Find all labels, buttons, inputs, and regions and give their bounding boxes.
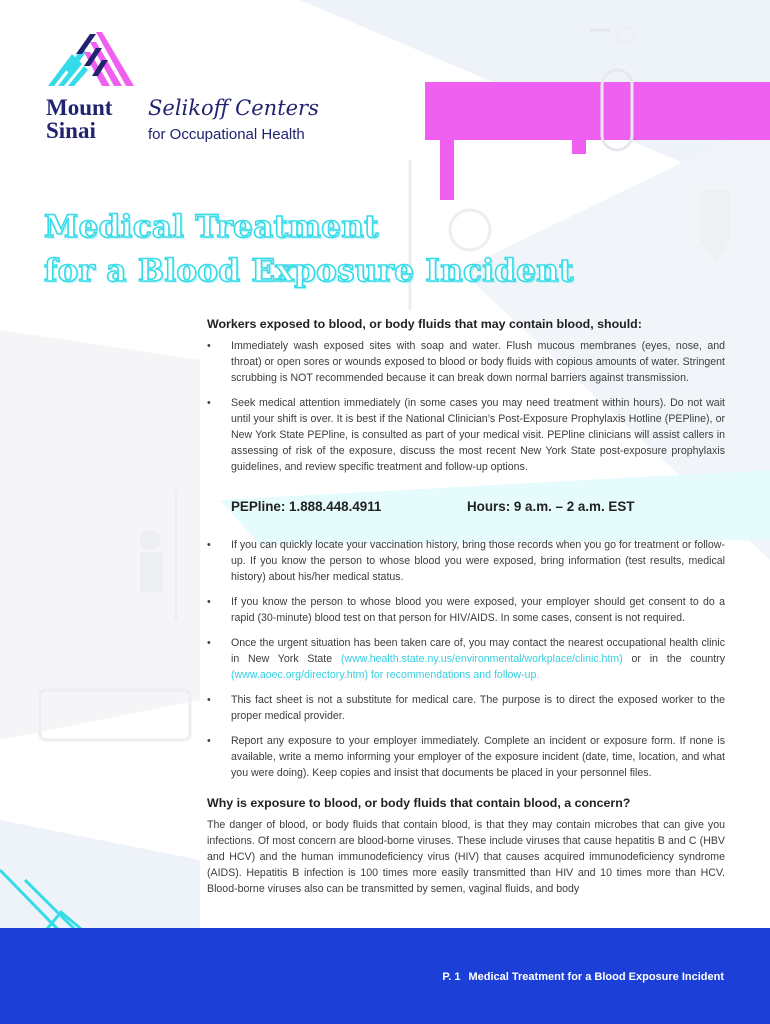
clinic-text: Once the urgent situation has been taken care of, you may contact the nearest occupational health clinic in New York State [231, 637, 725, 665]
brand-selikoff: Selikoff Centers [148, 96, 319, 120]
list-item: • If you know the person to whose blood you were exposed, your employer should get consent to do a rapid (30-minute) blood test on that person for HIV/AIDS. In some cases, consent is not required. [207, 594, 725, 626]
title-line-2: for a Blood Exposure Incident [44, 253, 574, 289]
footer-title: Medical Treatment for a Blood Exposure Incident [468, 971, 724, 983]
list-item [207, 635, 725, 683]
list-item: • Report any exposure to your employer immediately. Complete an incident or exposure form. If none is available, write a memo informing your employer of the exposure incident (date, time, location, and what you were doing). Keep copies and insist that documents be placed in your personnel files. [207, 733, 725, 781]
list-item: • Seek medical attention immediately (in some cases you may need treatment within hours). Do not wait until your shift is over. It is best if the National Clinician’s Post-Exposure Prophylaxis Hotline (PEPline), or New York State PEPline, is consulted as part of your medical visit. PEPline clinicians will assist callers in assessing of risk of the exposure, discuss the most recent New York State post-exposure prophylaxis guidelines, and review specific treatment and follow-up options. [207, 395, 725, 475]
followup-bullet-list [207, 537, 725, 781]
title-line-1: Medical Treatment [44, 209, 379, 245]
pepline-hours: Hours: 9 a.m. – 2 a.m. EST [467, 499, 635, 514]
pepline-phone: PEPline: 1.888.448.4911 [231, 499, 382, 514]
main-content [207, 316, 725, 897]
brand-sinai: Sinai [46, 118, 96, 143]
workers-bullet-list [207, 338, 725, 475]
brand-mount: Mount [46, 95, 113, 120]
section-heading-workers: Workers exposed to blood, or body fluids that may contain blood, should: [207, 317, 642, 331]
footer-bar [0, 928, 770, 1024]
brand-mount-sinai [46, 96, 156, 142]
mount-sinai-logo-icon [46, 30, 136, 90]
brand-occupational: for Occupational Health [148, 126, 305, 143]
clinic-text-mid: or in the country [622, 653, 725, 665]
section-heading-concern: Why is exposure to blood, or body fluids that contain blood, a concern? [207, 796, 631, 810]
list-item: • If you can quickly locate your vaccination history, bring those records when you go for treatment or follow-up. If you know the person to whose blood you were exposed, bring information (test results, medical history) about his/her medical status. [207, 537, 725, 585]
nys-clinic-link[interactable]: (www.health.state.ny.us/environmental/workplace/clinic.htm) [340, 653, 623, 665]
aoec-directory-link[interactable]: (www.aoec.org/directory.htm) for recommendations and follow-up. [231, 669, 540, 681]
pepline-callout [231, 499, 725, 519]
page-number: P. 1 [442, 971, 461, 983]
list-item: • This fact sheet is not a substitute for medical care. The purpose is to direct the exposed worker to the proper medical provider. [207, 692, 725, 724]
page-title [44, 205, 574, 293]
footer-label [442, 971, 724, 983]
list-item: • Immediately wash exposed sites with soap and water. Flush mucous membranes (eyes, nose, and throat) or open sores or wounds exposed to blood or body fluids with copious amounts of water. Stringent scrubbing is NOT recommended because it can break down normal barriers against transmission. [207, 338, 725, 386]
concern-paragraph: The danger of blood, or body fluids that contain blood, is that they may contain microbes that can give you infections. Of most concern are blood-borne viruses. These include viruses that cause hepatitis B and C (HBV and HCV) and the human immunodeficiency virus (HIV) that causes acquired immunodeficiency syndrome (AIDS). Hepatitis B infection is 100 times more easily transmitted than HIV and 10 times more than HCV. Blood-borne viruses also can be transmitted by semen, vaginal fluids, and body [207, 819, 725, 895]
